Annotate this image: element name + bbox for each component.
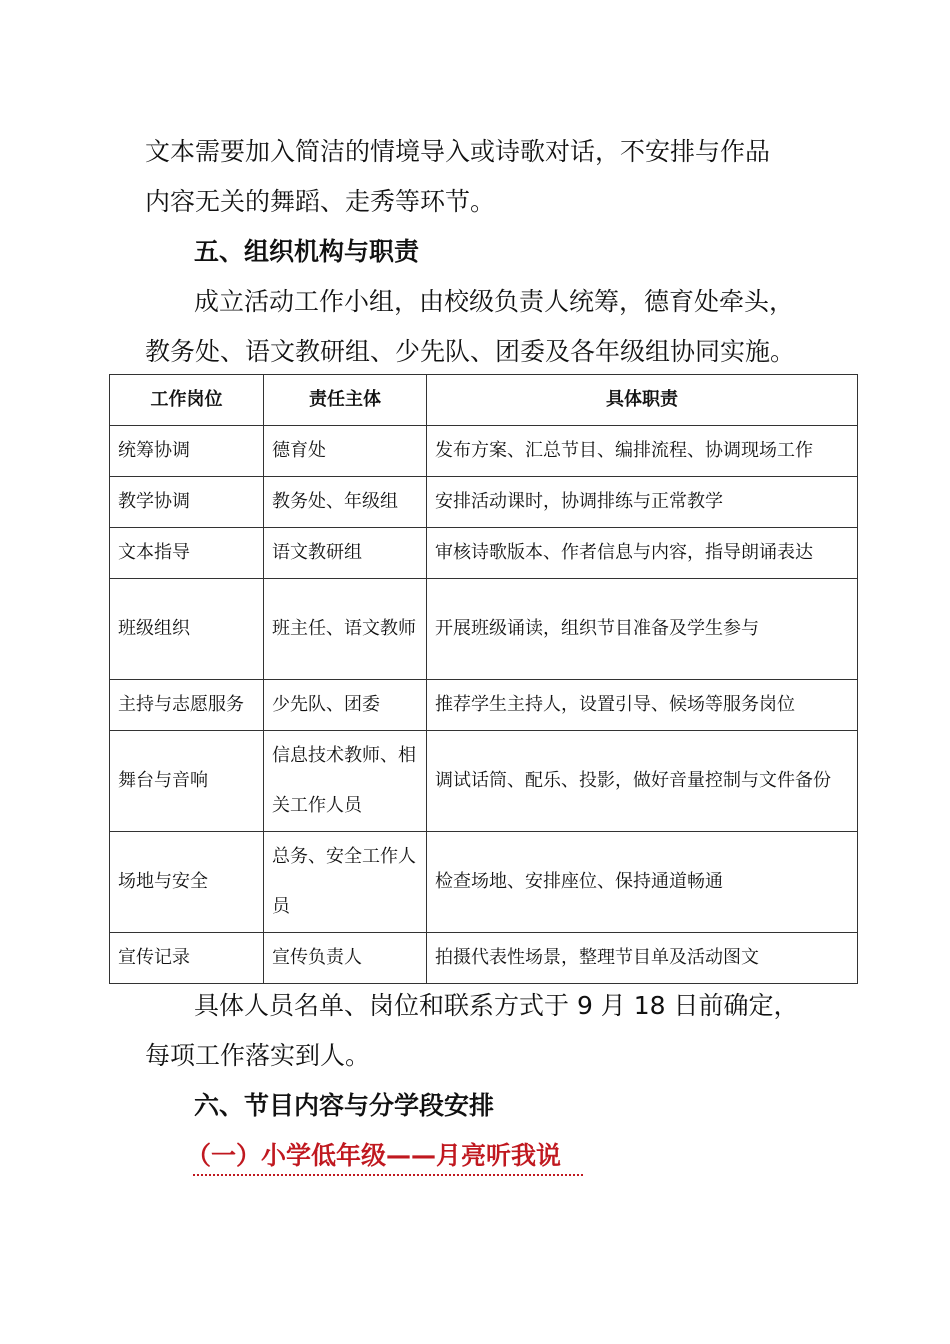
- table-cell: 推荐学生主持人，设置引导、候场等服务岗位: [427, 680, 858, 731]
- table-cell: 检查场地、安排座位、保持通道畅通: [427, 832, 858, 933]
- table-header-cell: 工作岗位: [110, 375, 264, 426]
- table-cell: 调试话筒、配乐、投影，做好音量控制与文件备份: [427, 731, 858, 832]
- table-cell: 舞台与音响: [110, 731, 264, 832]
- paragraph-line: 成立活动工作小组，由校级负责人统筹，德育处牵头，: [194, 287, 795, 316]
- table-cell: 宣传负责人: [264, 933, 427, 984]
- table-cell: 班主任、语文教师: [264, 579, 427, 680]
- paragraph-line: 具体人员名单、岗位和联系方式于 9 月 18 日前确定，: [194, 991, 799, 1020]
- table-cell: 场地与安全: [110, 832, 264, 933]
- table-row: [110, 426, 858, 477]
- table-header-row: [110, 375, 858, 426]
- subsection-heading: （一）小学低年级——月亮听我说: [186, 1141, 562, 1170]
- table-cell: 班级组织: [110, 579, 264, 680]
- table-cell: 德育处: [264, 426, 427, 477]
- paragraph-line: 每项工作落实到人。: [145, 1041, 371, 1070]
- table-row: [110, 731, 858, 832]
- table-cell: 主持与志愿服务: [110, 680, 264, 731]
- table-cell: 宣传记录: [110, 933, 264, 984]
- table-cell: 统筹协调: [110, 426, 264, 477]
- table-cell: 文本指导: [110, 528, 264, 579]
- paragraph-line: 内容无关的舞蹈、走秀等环节。: [145, 187, 496, 216]
- table-cell: 信息技术教师、相关工作人员: [264, 731, 427, 832]
- subheading-underline: [193, 1174, 583, 1176]
- table-row: [110, 832, 858, 933]
- paragraph-line: 教务处、语文教研组、少先队、团委及各年级组协同实施。: [145, 337, 796, 366]
- table-cell: 发布方案、汇总节目、编排流程、协调现场工作: [427, 426, 858, 477]
- table-cell: 安排活动课时，协调排练与正常教学: [427, 477, 858, 528]
- table-cell: 教学协调: [110, 477, 264, 528]
- table-header-cell: 责任主体: [264, 375, 427, 426]
- table-row: [110, 477, 858, 528]
- table-header-cell: 具体职责: [427, 375, 858, 426]
- table-cell: 少先队、团委: [264, 680, 427, 731]
- section-heading-6: 六、节目内容与分学段安排: [194, 1091, 495, 1120]
- table-cell: 拍摄代表性场景，整理节目单及活动图文: [427, 933, 858, 984]
- section-heading-5: 五、组织机构与职责: [194, 237, 420, 266]
- table-row: [110, 528, 858, 579]
- table-cell: 语文教研组: [264, 528, 427, 579]
- table-row: [110, 680, 858, 731]
- table-cell: 审核诗歌版本、作者信息与内容，指导朗诵表达: [427, 528, 858, 579]
- paragraph-line: 文本需要加入简洁的情境导入或诗歌对话，不安排与作品: [145, 137, 771, 166]
- table-cell: 开展班级诵读，组织节目准备及学生参与: [427, 579, 858, 680]
- table-row: [110, 933, 858, 984]
- table-row: [110, 579, 858, 680]
- table-cell: 教务处、年级组: [264, 477, 427, 528]
- table-cell: 总务、安全工作人员: [264, 832, 427, 933]
- duty-table: [109, 374, 858, 984]
